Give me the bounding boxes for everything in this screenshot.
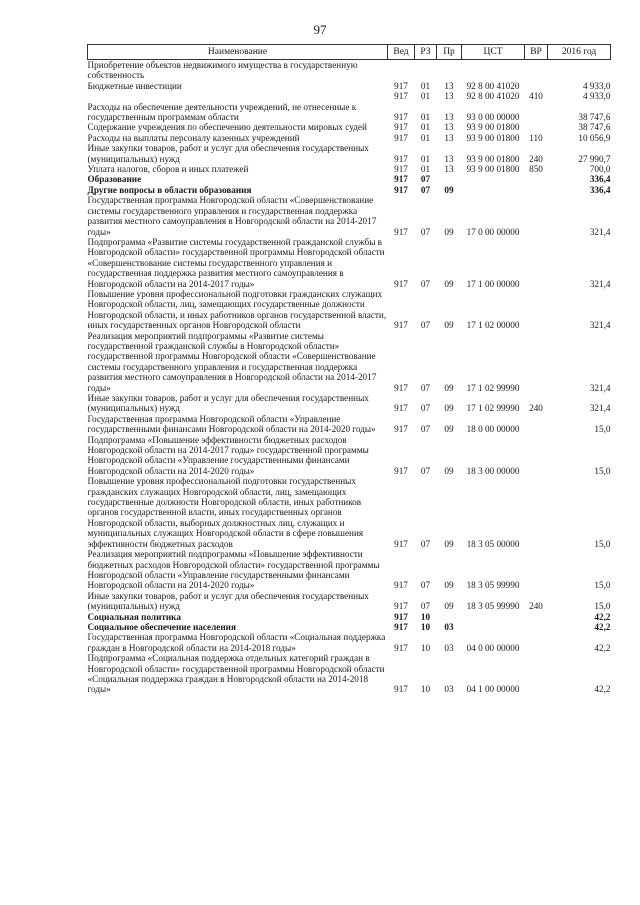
cell-rz bbox=[415, 60, 437, 81]
cell-rz: 01 bbox=[420, 164, 431, 175]
table-row bbox=[88, 185, 611, 195]
cell-rz: 01 bbox=[420, 80, 431, 91]
page-number: 97 bbox=[313, 22, 327, 37]
cell-cst bbox=[462, 612, 525, 622]
cell-pr: 09 bbox=[444, 403, 454, 414]
cell-vr: 110 bbox=[529, 132, 543, 143]
cell-amount: 321,4 bbox=[589, 403, 611, 414]
cell-rz: 01 bbox=[420, 91, 431, 102]
cell-name: Подпрограмма «Социальная поддержка отдельных категорий граждан в Новгородской области» государственной программы Новгородской области «Социальная поддержка граждан в Новгородской области на 2014-2018 годы» bbox=[87, 653, 385, 695]
cell-cst: 93 9 00 01800 bbox=[466, 132, 520, 143]
cell-pr: 09 bbox=[444, 226, 454, 237]
table-row bbox=[88, 414, 611, 435]
cell-cst: 17 1 02 99990 bbox=[466, 382, 520, 393]
cell-rz: 10 bbox=[420, 684, 431, 695]
header-rz: РЗ bbox=[415, 45, 437, 60]
cell-name: Социальная политика bbox=[87, 611, 181, 622]
cell-ved: 917 bbox=[394, 403, 408, 414]
cell-cst: 18 3 05 99990 bbox=[466, 580, 520, 591]
cell-rz: 01 bbox=[420, 153, 431, 164]
cell-amount: 42,2 bbox=[594, 611, 611, 622]
table-row bbox=[88, 289, 611, 331]
cell-name: Другие вопросы в области образования bbox=[87, 184, 252, 195]
cell-name: Расходы на выплаты персоналу казенных учреждений bbox=[87, 132, 300, 143]
cell-pr: 13 bbox=[444, 80, 454, 91]
cell-pr: 09 bbox=[444, 424, 454, 435]
cell-cst: 92 8 00 41020 bbox=[466, 91, 520, 102]
cell-ved: 917 bbox=[394, 382, 408, 393]
cell-vr bbox=[525, 174, 548, 184]
table-row bbox=[88, 435, 611, 477]
cell-vr bbox=[525, 60, 548, 81]
table-row bbox=[88, 331, 611, 393]
header-pr: Пр bbox=[437, 45, 462, 60]
cell-vr bbox=[525, 476, 548, 549]
cell-vr bbox=[525, 102, 548, 123]
cell-rz: 07 bbox=[420, 403, 431, 414]
table-row bbox=[88, 60, 611, 81]
cell-ved: 917 bbox=[394, 538, 408, 549]
cell-cst: 18 0 00 00000 bbox=[466, 424, 520, 435]
cell-vr bbox=[525, 414, 548, 435]
cell-name: Социальное обеспечение населения bbox=[87, 621, 236, 632]
cell-pr: 13 bbox=[444, 112, 454, 123]
cell-vr bbox=[525, 185, 548, 195]
cell-name: Подпрограмма «Повышение эффективности бюджетных расходов Новгородской области на 2014-2017 годы» государственной программы Новгородской области «Управление государственными финансами Новгородской области на 2014-2020 годы» bbox=[87, 434, 369, 476]
cell-cst: 92 8 00 41020 bbox=[466, 80, 520, 91]
table-row bbox=[88, 632, 611, 653]
table-row bbox=[88, 393, 611, 414]
cell-ved: 917 bbox=[394, 278, 408, 289]
cell-rz: 01 bbox=[420, 112, 431, 123]
cell-cst: 93 9 00 01800 bbox=[466, 153, 520, 164]
cell-vr: 850 bbox=[529, 164, 543, 175]
table-row bbox=[88, 91, 611, 101]
cell-name: Содержание учреждения по обеспечению деятельности мировых судей bbox=[87, 122, 367, 133]
table-row bbox=[88, 195, 611, 237]
cell-cst bbox=[462, 185, 525, 195]
cell-rz: 07 bbox=[420, 226, 431, 237]
cell-ved: 917 bbox=[394, 80, 408, 91]
table-row bbox=[88, 591, 611, 612]
cell-rz: 07 bbox=[420, 538, 431, 549]
header-name: Наименование bbox=[88, 45, 388, 60]
cell-pr bbox=[437, 60, 462, 81]
cell-amount: 38 747,6 bbox=[578, 122, 611, 133]
cell-name: Бюджетные инвестиции bbox=[87, 80, 182, 91]
cell-amount: 15,0 bbox=[594, 580, 611, 591]
cell-ved: 917 bbox=[394, 226, 408, 237]
table-row bbox=[88, 622, 611, 632]
cell-pr: 03 bbox=[444, 642, 454, 653]
cell-rz: 07 bbox=[420, 601, 431, 612]
cell-amount: 15,0 bbox=[594, 424, 611, 435]
cell-rz: 01 bbox=[420, 122, 431, 133]
cell-amount bbox=[548, 60, 611, 81]
cell-pr: 13 bbox=[444, 91, 454, 102]
cell-rz: 10 bbox=[420, 642, 431, 653]
cell-pr: 13 bbox=[444, 153, 454, 164]
cell-ved: 917 bbox=[394, 621, 408, 632]
cell-name: Расходы на обеспечение деятельности учреждений, не отнесенные к государственным программам области bbox=[87, 101, 357, 123]
cell-ved bbox=[388, 60, 415, 81]
cell-pr: 03 bbox=[444, 621, 454, 632]
cell-name: Реализация мероприятий подпрограммы «Повышение эффективности бюджетных расходов Новгородской области» государственной программы Новгородской области «Управление государственными финансами Новгородской области на 2014-2020 годы» bbox=[87, 549, 380, 591]
table-row bbox=[88, 122, 611, 132]
cell-amount: 321,4 bbox=[589, 382, 611, 393]
cell-ved: 917 bbox=[394, 91, 408, 102]
cell-vr bbox=[525, 622, 548, 632]
table-row bbox=[88, 653, 611, 695]
cell-cst: 93 9 00 01800 bbox=[466, 164, 520, 175]
cell-rz: 07 bbox=[420, 320, 431, 331]
header-cst: ЦСТ bbox=[462, 45, 525, 60]
cell-pr: 13 bbox=[444, 132, 454, 143]
cell-cst: 93 0 00 00000 bbox=[466, 112, 520, 123]
cell-rz: 07 bbox=[420, 382, 431, 393]
cell-pr: 03 bbox=[444, 684, 454, 695]
cell-ved: 917 bbox=[394, 611, 408, 622]
cell-vr bbox=[525, 237, 548, 289]
cell-vr bbox=[525, 549, 548, 591]
cell-rz: 10 bbox=[420, 611, 431, 622]
cell-name: Иные закупки товаров, работ и услуг для обеспечения государственных (муниципальных) нужд bbox=[87, 590, 369, 612]
cell-name: Государственная программа Новгородской области «Совершенствование системы государственного управления и государственная поддержка развития местного самоуправления в Новгородской области на 2014-2017 годы» bbox=[87, 195, 377, 237]
header-ved: Вед bbox=[388, 45, 415, 60]
cell-amount: 15,0 bbox=[594, 465, 611, 476]
cell-amount: 10 056,9 bbox=[578, 132, 611, 143]
header-vr: ВР bbox=[525, 45, 548, 60]
cell-vr bbox=[525, 289, 548, 331]
cell-ved: 917 bbox=[394, 122, 408, 133]
header-year: 2016 год bbox=[548, 45, 611, 60]
cell-cst: 18 3 05 99990 bbox=[466, 601, 520, 612]
budget-table bbox=[87, 44, 611, 695]
cell-ved: 917 bbox=[394, 424, 408, 435]
cell-pr: 13 bbox=[444, 164, 454, 175]
cell-pr: 09 bbox=[444, 580, 454, 591]
cell-pr: 09 bbox=[444, 465, 454, 476]
cell-name: Повышение уровня профессиональной подготовки гражданских служащих Новгородской области, лиц, замещающих государственные должности Новгородской области, и иных работников органов государственной власти, иных государственных органов Новгородской области bbox=[87, 288, 387, 331]
cell-vr bbox=[525, 612, 548, 622]
cell-cst: 18 3 05 00000 bbox=[466, 538, 520, 549]
cell-amount: 15,0 bbox=[594, 538, 611, 549]
cell-vr: 410 bbox=[529, 91, 543, 102]
cell-pr: 09 bbox=[444, 320, 454, 331]
cell-rz: 10 bbox=[420, 621, 431, 632]
cell-cst: 17 1 02 99990 bbox=[466, 403, 520, 414]
cell-amount: 321,4 bbox=[589, 278, 611, 289]
cell-ved: 917 bbox=[394, 132, 408, 143]
cell-amount: 700,0 bbox=[589, 164, 611, 175]
cell-name: Государственная программа Новгородской области «Управление государственными финансами Новгородской области на 2014-2020 годы» bbox=[87, 413, 376, 435]
cell-amount: 4 933,0 bbox=[582, 80, 611, 91]
cell-amount: 336,4 bbox=[589, 174, 611, 185]
cell-vr: 240 bbox=[529, 601, 543, 612]
cell-rz: 07 bbox=[420, 424, 431, 435]
cell-vr bbox=[525, 435, 548, 477]
cell-name: Иные закупки товаров, работ и услуг для обеспечения государственных (муниципальных) нужд bbox=[87, 393, 369, 414]
cell-name: Приобретение объектов недвижимого имущества в государственную собственность bbox=[87, 60, 358, 81]
cell-ved: 917 bbox=[394, 174, 408, 185]
cell-vr: 240 bbox=[529, 153, 543, 164]
cell-pr bbox=[437, 174, 462, 184]
cell-cst: 17 0 00 00000 bbox=[466, 226, 520, 237]
cell-rz: 07 bbox=[420, 184, 431, 195]
cell-rz: 07 bbox=[420, 278, 431, 289]
cell-amount: 27 990,7 bbox=[578, 153, 611, 164]
cell-name: Подпрограмма «Развитие системы государственной гражданской службы в Новгородской области» государственной программы Новгородской области «Совершенствование системы государственного управления и государственная поддержка развития местного самоуправления в Новгородской области на 2014-2017 годы» bbox=[87, 236, 385, 289]
cell-ved: 917 bbox=[394, 684, 408, 695]
cell-pr: 09 bbox=[444, 184, 454, 195]
table-row bbox=[88, 143, 611, 164]
cell-ved: 917 bbox=[394, 112, 408, 123]
cell-vr bbox=[525, 122, 548, 132]
cell-pr: 09 bbox=[444, 278, 454, 289]
cell-cst: 04 0 00 00000 bbox=[466, 642, 520, 653]
cell-ved: 917 bbox=[394, 153, 408, 164]
cell-name: Государственная программа Новгородской области «Социальная поддержка граждан в Новгородской области на 2014-2018 годы» bbox=[87, 632, 386, 653]
cell-vr bbox=[525, 653, 548, 695]
cell-vr bbox=[525, 81, 548, 91]
table-row bbox=[88, 612, 611, 622]
cell-name: Иные закупки товаров, работ и услуг для обеспечения государственных (муниципальных) нужд bbox=[87, 143, 369, 164]
cell-rz: 01 bbox=[420, 132, 431, 143]
cell-cst bbox=[462, 60, 525, 81]
cell-name: Уплата налогов, сборов и иных платежей bbox=[87, 164, 249, 175]
table-row bbox=[88, 133, 611, 143]
cell-amount: 336,4 bbox=[589, 184, 611, 195]
cell-amount: 15,0 bbox=[594, 601, 611, 612]
cell-ved: 917 bbox=[394, 465, 408, 476]
cell-name: Повышение уровня профессиональной подготовки государственных гражданских служащих Новгородской области, лиц, замещающих государственные должности Новгородской области, иных работников органов государственной власти, иных государственных органов Новгородской области, выборных должностных лиц, служащих и муниципальных служащих Новгородской области в сфере повышения эффективности бюджетных расходов bbox=[87, 476, 364, 549]
cell-ved: 917 bbox=[394, 184, 408, 195]
cell-amount: 42,2 bbox=[594, 642, 611, 653]
cell-ved: 917 bbox=[394, 320, 408, 331]
cell-pr bbox=[437, 612, 462, 622]
cell-pr: 09 bbox=[444, 382, 454, 393]
cell-ved: 917 bbox=[394, 601, 408, 612]
cell-ved: 917 bbox=[394, 580, 408, 591]
cell-cst: 93 9 00 01800 bbox=[466, 122, 520, 133]
table-row bbox=[88, 81, 611, 91]
cell-rz: 07 bbox=[420, 580, 431, 591]
cell-cst: 17 1 02 00000 bbox=[466, 320, 520, 331]
cell-cst bbox=[462, 174, 525, 184]
cell-amount: 321,4 bbox=[589, 226, 611, 237]
cell-name: Образование bbox=[87, 174, 142, 185]
cell-amount: 4 933,0 bbox=[582, 91, 611, 102]
cell-ved: 917 bbox=[394, 164, 408, 175]
cell-name bbox=[88, 91, 388, 101]
table-row bbox=[88, 174, 611, 184]
cell-rz: 07 bbox=[420, 465, 431, 476]
cell-vr bbox=[525, 632, 548, 653]
table-body bbox=[88, 60, 611, 695]
cell-pr: 09 bbox=[444, 538, 454, 549]
table-row bbox=[88, 102, 611, 123]
cell-rz: 07 bbox=[420, 174, 431, 185]
cell-amount: 38 747,6 bbox=[578, 112, 611, 123]
cell-amount: 42,2 bbox=[594, 621, 611, 632]
cell-ved: 917 bbox=[394, 642, 408, 653]
cell-amount: 321,4 bbox=[589, 320, 611, 331]
cell-cst: 17 1 00 00000 bbox=[466, 278, 520, 289]
cell-pr: 13 bbox=[444, 122, 454, 133]
table-row bbox=[88, 237, 611, 289]
cell-cst: 18 3 00 00000 bbox=[466, 465, 520, 476]
table-row bbox=[88, 549, 611, 591]
cell-amount: 42,2 bbox=[594, 684, 611, 695]
cell-name: Реализация мероприятий подпрограммы «Развитие системы государственной гражданской службы в Новгородской области» государственной программы Новгородской области «Совершенствование системы государственного управления и государственная поддержка развития местного самоуправления в Новгородской области на 2014-2017 годы» bbox=[87, 330, 377, 393]
cell-vr bbox=[525, 195, 548, 237]
table-row bbox=[88, 164, 611, 174]
cell-vr bbox=[525, 331, 548, 393]
cell-cst bbox=[462, 622, 525, 632]
cell-pr: 09 bbox=[444, 601, 454, 612]
table-header-row bbox=[88, 45, 611, 60]
table-row bbox=[88, 476, 611, 549]
cell-cst: 04 1 00 00000 bbox=[466, 684, 520, 695]
cell-vr: 240 bbox=[529, 403, 543, 414]
